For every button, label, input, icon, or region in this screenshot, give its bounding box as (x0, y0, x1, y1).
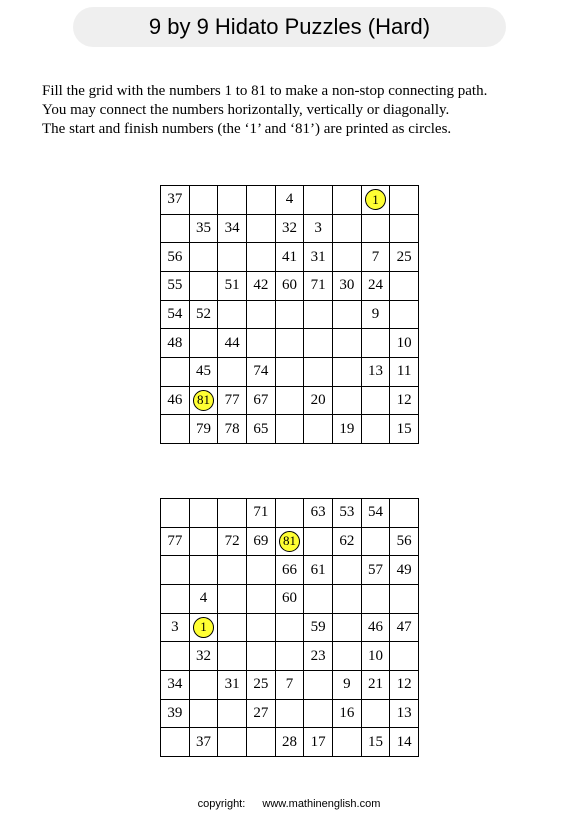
given-number: 60 (281, 590, 297, 607)
given-number: 52 (195, 305, 211, 322)
given-number: 25 (253, 676, 269, 693)
grid-cell (247, 358, 276, 387)
empty-cell[interactable] (362, 415, 391, 444)
empty-cell[interactable] (247, 642, 276, 671)
grid-cell (190, 415, 219, 444)
hidato-grid-2 (160, 498, 419, 757)
grid-cell (390, 728, 419, 757)
given-number: 42 (253, 277, 269, 294)
grid-cell (276, 671, 305, 700)
given-number: 12 (396, 676, 412, 693)
grid-cell (161, 329, 190, 358)
grid-cell (333, 671, 362, 700)
grid-cell (362, 642, 391, 671)
grid-cell (276, 556, 305, 585)
empty-cell[interactable] (276, 499, 305, 528)
empty-cell[interactable] (218, 614, 247, 643)
grid-cell (190, 614, 219, 643)
empty-cell[interactable] (190, 556, 219, 585)
empty-cell[interactable] (247, 614, 276, 643)
empty-cell[interactable] (190, 272, 219, 301)
empty-cell[interactable] (161, 585, 190, 614)
grid-cell (161, 614, 190, 643)
start-end-circle: 1 (365, 189, 386, 210)
page-title (73, 7, 506, 47)
grid-cell (218, 528, 247, 557)
grid-cell (362, 186, 391, 215)
given-number: 62 (339, 532, 355, 549)
empty-cell[interactable] (333, 301, 362, 330)
given-number: 4 (285, 191, 294, 208)
grid-cell (247, 499, 276, 528)
start-end-circle: 81 (193, 390, 214, 411)
given-number: 74 (253, 363, 269, 380)
grid-cell (190, 301, 219, 330)
grid-cell (304, 387, 333, 416)
page-title-text: 9 by 9 Hidato Puzzles (Hard) (148, 14, 431, 39)
given-number: 51 (224, 277, 240, 294)
given-number: 13 (367, 363, 383, 380)
grid-cell (247, 272, 276, 301)
given-number: 10 (396, 334, 412, 351)
empty-cell[interactable] (218, 642, 247, 671)
hidato-grid-1 (160, 185, 419, 444)
empty-cell[interactable] (247, 186, 276, 215)
grid-cell (304, 243, 333, 272)
grid-cell (362, 301, 391, 330)
given-number: 10 (367, 647, 383, 664)
empty-cell[interactable] (190, 528, 219, 557)
grid-cell (276, 272, 305, 301)
given-number: 37 (195, 733, 211, 750)
empty-cell[interactable] (304, 358, 333, 387)
empty-cell[interactable] (333, 642, 362, 671)
grid-cell (276, 528, 305, 557)
given-number: 55 (167, 277, 183, 294)
given-number: 67 (253, 391, 269, 408)
given-number: 9 (343, 676, 351, 693)
grid-cell (190, 387, 219, 416)
empty-cell[interactable] (390, 585, 419, 614)
grid-cell (276, 186, 305, 215)
given-number: 48 (167, 334, 183, 351)
given-number: 16 (339, 704, 355, 721)
empty-cell[interactable] (333, 186, 362, 215)
empty-cell[interactable] (304, 186, 333, 215)
instructions (42, 82, 562, 139)
given-number: 61 (310, 561, 326, 578)
empty-cell[interactable] (390, 499, 419, 528)
empty-cell[interactable] (304, 585, 333, 614)
empty-cell[interactable] (161, 415, 190, 444)
empty-cell[interactable] (362, 700, 391, 729)
empty-cell[interactable] (390, 272, 419, 301)
given-number: 15 (367, 733, 383, 750)
empty-cell[interactable] (362, 215, 391, 244)
given-number: 44 (224, 334, 240, 351)
given-number: 7 (371, 248, 380, 265)
given-number: 69 (253, 532, 269, 549)
given-number: 37 (167, 191, 183, 208)
given-number: 59 (310, 618, 326, 635)
grid-cell (304, 499, 333, 528)
copyright-label: copyright: (197, 798, 246, 810)
grid-cell (390, 243, 419, 272)
empty-cell[interactable] (190, 329, 219, 358)
given-number: 31 (224, 676, 240, 693)
grid-cell (362, 243, 391, 272)
grid-cell (161, 671, 190, 700)
given-number: 19 (339, 420, 355, 437)
given-number: 49 (396, 561, 412, 578)
empty-cell[interactable] (161, 642, 190, 671)
empty-cell[interactable] (247, 329, 276, 358)
empty-cell[interactable] (218, 301, 247, 330)
given-number: 30 (339, 277, 355, 294)
grid-cell (333, 272, 362, 301)
given-number: 25 (396, 248, 412, 265)
empty-cell[interactable] (161, 215, 190, 244)
given-number: 46 (367, 618, 383, 635)
grid-cell (161, 700, 190, 729)
grid-cell (190, 215, 219, 244)
given-number: 11 (396, 363, 412, 380)
grid-cell (304, 642, 333, 671)
grid-cell (390, 556, 419, 585)
given-number: 47 (396, 618, 412, 635)
grid-cell (390, 528, 419, 557)
given-number: 45 (195, 363, 211, 380)
given-number: 54 (367, 504, 383, 521)
empty-cell[interactable] (247, 585, 276, 614)
grid-cell (218, 415, 247, 444)
empty-cell[interactable] (190, 186, 219, 215)
grid-cell (362, 358, 391, 387)
empty-cell[interactable] (333, 556, 362, 585)
given-number: 20 (310, 391, 326, 408)
grid-cell (161, 528, 190, 557)
empty-cell[interactable] (190, 671, 219, 700)
given-number: 34 (167, 676, 183, 693)
grid-cell (362, 272, 391, 301)
grid-cell (247, 387, 276, 416)
given-number: 78 (224, 420, 240, 437)
empty-cell[interactable] (333, 215, 362, 244)
grid-cell (362, 671, 391, 700)
grid-cell (390, 358, 419, 387)
given-number: 46 (167, 391, 183, 408)
given-number: 13 (396, 704, 412, 721)
grid-cell (247, 671, 276, 700)
grid-cell (161, 301, 190, 330)
empty-cell[interactable] (390, 301, 419, 330)
given-number: 39 (167, 704, 183, 721)
empty-cell[interactable] (276, 301, 305, 330)
grid-cell (161, 243, 190, 272)
grid-cell (304, 556, 333, 585)
empty-cell[interactable] (304, 528, 333, 557)
given-number: 56 (396, 532, 412, 549)
grid-cell (333, 415, 362, 444)
grid-cell (218, 215, 247, 244)
empty-cell[interactable] (161, 499, 190, 528)
empty-cell[interactable] (304, 671, 333, 700)
grid-cell (190, 585, 219, 614)
instruction-line: The start and finish numbers (the ‘1’ and ‘81’) are printed as circles. (42, 121, 452, 137)
empty-cell[interactable] (304, 700, 333, 729)
given-number: 4 (199, 590, 208, 607)
grid-cell (304, 728, 333, 757)
grid-cell (218, 387, 247, 416)
empty-cell[interactable] (276, 700, 305, 729)
website-link[interactable]: www.mathinenglish.com (262, 798, 381, 810)
grid-cell (362, 499, 391, 528)
empty-cell[interactable] (161, 556, 190, 585)
grid-cell (390, 671, 419, 700)
grid-cell (276, 215, 305, 244)
empty-cell[interactable] (218, 728, 247, 757)
given-number: 14 (396, 733, 412, 750)
empty-cell[interactable] (247, 243, 276, 272)
empty-cell[interactable] (390, 186, 419, 215)
grid-cell (390, 387, 419, 416)
empty-cell[interactable] (333, 387, 362, 416)
grid-cell (247, 700, 276, 729)
empty-cell[interactable] (190, 243, 219, 272)
start-end-circle: 81 (279, 531, 300, 552)
given-number: 17 (310, 733, 326, 750)
empty-cell[interactable] (276, 387, 305, 416)
grid-cell (247, 528, 276, 557)
given-number: 35 (195, 219, 211, 236)
grid-cell (276, 728, 305, 757)
grid-cell (390, 700, 419, 729)
start-end-circle: 1 (193, 617, 214, 638)
instruction-line: Fill the grid with the numbers 1 to 81 to make a non-stop connecting path. (42, 83, 488, 99)
empty-cell[interactable] (276, 415, 305, 444)
empty-cell[interactable] (304, 415, 333, 444)
given-number: 3 (314, 219, 322, 236)
empty-cell[interactable] (247, 215, 276, 244)
empty-cell[interactable] (276, 329, 305, 358)
given-number: 77 (224, 391, 240, 408)
grid-cell (333, 700, 362, 729)
given-number: 23 (310, 647, 326, 664)
grid-cell (218, 272, 247, 301)
given-number: 66 (281, 561, 297, 578)
given-number: 32 (281, 219, 297, 236)
empty-cell[interactable] (218, 585, 247, 614)
grid-cell (190, 358, 219, 387)
grid-cell (304, 215, 333, 244)
empty-cell[interactable] (218, 186, 247, 215)
grid-cell (161, 272, 190, 301)
given-number: 79 (195, 420, 211, 437)
empty-cell[interactable] (247, 728, 276, 757)
grid-cell (247, 415, 276, 444)
grid-cell (218, 671, 247, 700)
empty-cell[interactable] (333, 728, 362, 757)
empty-cell[interactable] (247, 301, 276, 330)
empty-cell[interactable] (161, 358, 190, 387)
grid-cell (362, 614, 391, 643)
empty-cell[interactable] (333, 614, 362, 643)
grid-cell (390, 329, 419, 358)
given-number: 56 (167, 248, 183, 265)
given-number: 15 (396, 420, 412, 437)
empty-cell[interactable] (362, 528, 391, 557)
grid-cell (333, 499, 362, 528)
empty-cell[interactable] (362, 329, 391, 358)
empty-cell[interactable] (333, 329, 362, 358)
empty-cell[interactable] (218, 499, 247, 528)
given-number: 28 (281, 733, 297, 750)
empty-cell[interactable] (190, 700, 219, 729)
empty-cell[interactable] (333, 358, 362, 387)
empty-cell[interactable] (304, 329, 333, 358)
given-number: 65 (253, 420, 269, 437)
empty-cell[interactable] (304, 301, 333, 330)
given-number: 71 (253, 504, 269, 521)
given-number: 63 (310, 504, 326, 521)
grid-cell (362, 728, 391, 757)
empty-cell[interactable] (218, 700, 247, 729)
grid-cell (304, 272, 333, 301)
empty-cell[interactable] (362, 387, 391, 416)
grid-cell (218, 329, 247, 358)
given-number: 54 (167, 305, 183, 322)
given-number: 24 (367, 277, 383, 294)
grid-cell (390, 614, 419, 643)
footer (0, 798, 578, 810)
given-number: 3 (171, 618, 179, 635)
grid-cell (276, 585, 305, 614)
given-number: 77 (167, 532, 183, 549)
given-number: 34 (224, 219, 240, 236)
given-number: 60 (281, 277, 297, 294)
grid-cell (276, 243, 305, 272)
empty-cell[interactable] (390, 642, 419, 671)
grid-cell (161, 186, 190, 215)
given-number: 41 (281, 248, 297, 265)
empty-cell[interactable] (218, 243, 247, 272)
given-number: 21 (367, 676, 383, 693)
empty-cell[interactable] (276, 358, 305, 387)
grid-cell (362, 556, 391, 585)
empty-cell[interactable] (276, 642, 305, 671)
empty-cell[interactable] (161, 728, 190, 757)
given-number: 53 (339, 504, 355, 521)
empty-cell[interactable] (276, 614, 305, 643)
grid-cell (190, 728, 219, 757)
grid-cell (304, 614, 333, 643)
given-number: 12 (396, 391, 412, 408)
given-number: 71 (310, 277, 326, 294)
empty-cell[interactable] (247, 556, 276, 585)
empty-cell[interactable] (218, 358, 247, 387)
given-number: 72 (224, 532, 240, 549)
empty-cell[interactable] (362, 585, 391, 614)
grid-cell (161, 387, 190, 416)
empty-cell[interactable] (390, 215, 419, 244)
instruction-line: You may connect the numbers horizontally, vertically or diagonally. (42, 102, 450, 118)
grid-cell (190, 642, 219, 671)
given-number: 32 (195, 647, 211, 664)
given-number: 31 (310, 248, 326, 265)
given-number: 7 (285, 676, 294, 693)
given-number: 27 (253, 704, 269, 721)
given-number: 57 (367, 561, 383, 578)
empty-cell[interactable] (333, 243, 362, 272)
empty-cell[interactable] (333, 585, 362, 614)
empty-cell[interactable] (190, 499, 219, 528)
empty-cell[interactable] (218, 556, 247, 585)
grid-cell (333, 528, 362, 557)
given-number: 9 (371, 305, 380, 322)
grid-cell (390, 415, 419, 444)
